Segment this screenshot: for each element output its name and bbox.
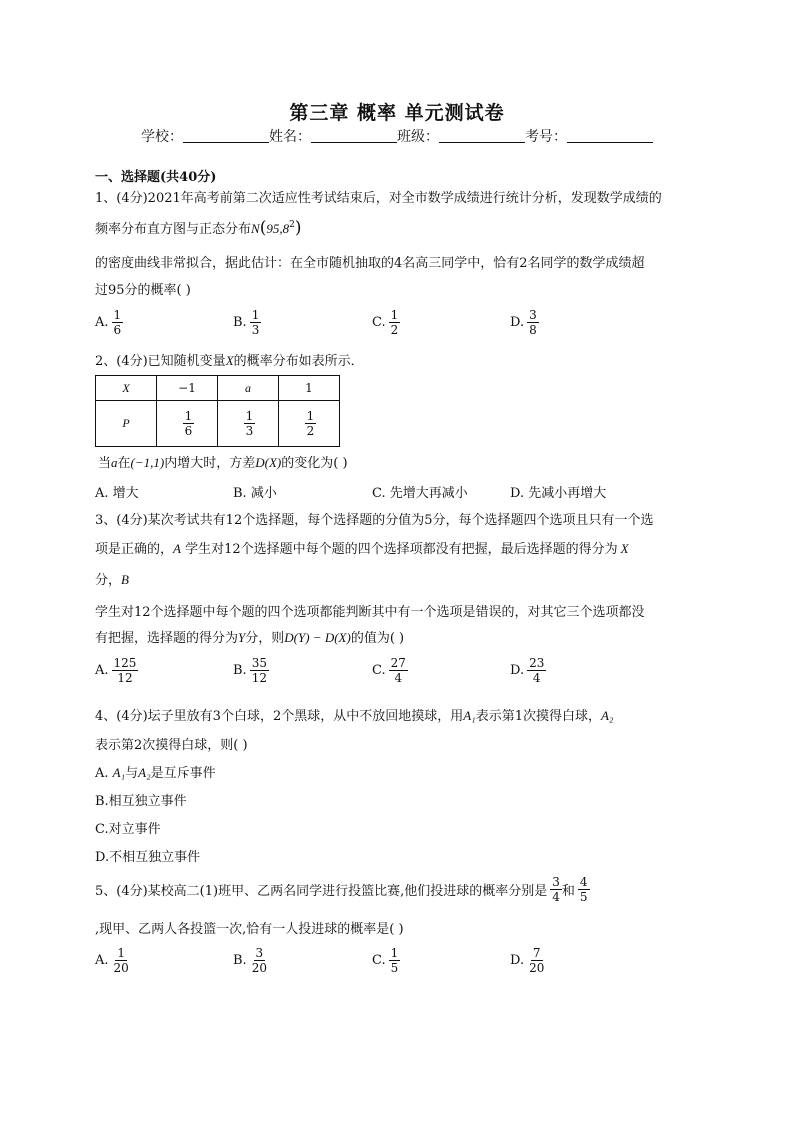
fraction-numerator: 35 [251,656,267,670]
fraction-denominator: 5 [390,961,399,975]
variance-expr: D(X) [255,455,282,470]
variance-difference: D(Y) − D(X) [284,630,351,645]
q1-option-d[interactable] [510,308,539,337]
normal-dist-exponent: 2 [289,220,295,230]
q2-text: 的变化为( ) [281,456,348,471]
fraction-denominator: 8 [529,323,537,337]
fraction-denominator: 4 [532,671,541,685]
q1-line3: 的密度曲线非常拟合，据此估计：在全市随机抽取的4名高三同学中，恰有2名同学的数学成绩超 [95,256,645,271]
fraction-numerator: 1 [390,308,399,322]
fraction-denominator: 12 [251,671,267,685]
class-blank[interactable] [439,128,525,143]
name-label: 姓名： [269,129,311,145]
student-info-line [0,126,794,146]
fraction-numerator: 23 [529,656,545,670]
event-a1: A₁ [112,765,126,780]
q1-line2: 频率分布直方图与正态分布N(95,8$^2$) [95,218,302,238]
q2-option-d[interactable]: D. 先减小再增大 [510,486,607,501]
q1-line4: 过95分的概率( ) [95,283,191,298]
option-label: B. [233,953,247,968]
q3-option-a[interactable] [95,656,138,685]
q3-text: 学生对12个选择题中每个题的四个选择项都没有把握，最后选择题的得分为 [180,542,618,557]
fraction-denominator: 20 [113,961,129,975]
fraction-denominator: 3 [245,424,254,438]
q3-option-b[interactable] [233,656,269,685]
q5-text: 和 [561,884,575,899]
student-a: A [173,541,181,556]
var-a: a [111,455,118,470]
fraction-denominator: 4 [552,890,560,904]
q3-line4: 学生对12个选择题中每个题的四个选项都能判断其中有一个选项是错误的，对其它三个选项都没 [95,605,645,620]
option-label: A. [95,766,109,781]
event-a1: A₁ [463,708,476,723]
school-label: 学校： [141,129,183,145]
fraction-numerator: 1 [184,409,193,423]
q3-text: 有把握，选择题的得分为 [95,631,239,646]
q3-text: 项是正确的， [95,542,174,557]
fraction-numerator: 1 [251,308,260,322]
page-title: 第三章 概率 单元测试卷 [289,102,505,124]
q2-text: 当 [98,456,112,471]
q3-line2 [95,538,629,557]
class-label: 班级： [397,129,439,145]
table-row [96,376,340,401]
fraction-denominator: 6 [184,424,193,438]
random-variable-x: X [225,353,234,368]
table-cell: −1 [157,376,218,401]
q4-option-c[interactable]: C.对立事件 [95,822,161,837]
normal-dist-symbol: N [251,221,260,236]
q4-line2: 表示第2次摸得白球，则( ) [95,738,248,753]
table-cell: X [96,376,157,401]
q3-line5 [95,627,404,646]
fraction-numerator: 1 [113,308,122,322]
q3-text: 的值为( ) [350,631,405,646]
option-label: D. [510,953,525,968]
q1-line1: 1、(4分)2021年高考前第二次适应性考试结束后，对全市数学成绩进行统计分析，发现数学成绩的 [95,191,662,206]
q5-option-b[interactable] [233,946,269,975]
option-label: A. [95,953,109,968]
q3-option-d[interactable] [510,656,546,685]
q1-option-c[interactable] [372,308,400,337]
fraction-numerator: 1 [117,946,125,960]
section-heading: 一、选择题(共40分) [95,170,217,185]
table-cell [279,401,340,447]
fraction-denominator: 12 [117,671,133,685]
fraction-numerator: 4 [579,875,588,889]
q3-text: 分， [95,573,122,588]
normal-dist-params: 95,8 [266,221,290,236]
q1-option-a[interactable] [95,308,123,337]
q2-text: 在 [117,456,131,471]
q4-option-d[interactable]: D.不相互独立事件 [95,850,201,865]
fraction-denominator: 3 [251,323,260,337]
option-label: B. [233,315,247,330]
option-label: D. [510,315,525,330]
q4-text: 是互斥事件 [150,766,216,781]
q3-option-c[interactable] [372,656,408,685]
school-blank[interactable] [183,128,269,143]
fraction-denominator: 20 [251,961,267,975]
fraction-denominator: 20 [529,961,545,975]
fraction-denominator: 6 [113,323,122,337]
q5-option-d[interactable] [510,946,546,975]
fraction-numerator: 1 [390,946,399,960]
q3-line3 [95,569,129,588]
fraction-numerator: 3 [529,308,537,322]
q2-option-b[interactable]: B. 减小 [233,486,277,501]
option-label: C. [372,315,386,330]
table-cell [157,401,218,447]
fraction-denominator: 4 [394,671,403,685]
fraction-numerator: 1 [306,409,315,423]
table-cell: P [96,401,157,447]
q2-text: 2、(4分)已知随机变量 [95,354,226,369]
fraction-numerator: 7 [532,946,541,960]
q4-text: 与 [125,766,139,781]
distribution-table [95,375,340,447]
number-blank[interactable] [567,128,653,143]
option-label: D. [510,663,525,678]
name-blank[interactable] [311,128,397,143]
fraction-denominator: 2 [390,323,399,337]
q4-option-b[interactable]: B.相互独立事件 [95,794,187,809]
q5-line2: ,现甲、乙两人各投篮一次,恰有一人投进球的概率是( ) [95,922,404,937]
q5-option-a[interactable] [95,946,131,975]
q1-line2-text: 频率分布直方图与正态分布 [95,222,252,237]
table-row [96,401,340,447]
q5-text: 5、(4分)某校高二(1)班甲、乙两名同学进行投篮比赛,他们投进球的概率分别是 [95,884,548,899]
fraction-numerator: 1 [245,409,254,423]
fraction-denominator: 2 [306,424,315,438]
option-label: C. [372,663,386,678]
table-cell: a [218,376,279,401]
q4-line1 [95,705,613,724]
q3-text: 分，则 [245,631,285,646]
option-label: C. [372,953,386,968]
event-a2: A₂ [600,708,614,723]
fraction-numerator: 125 [113,656,137,670]
fraction-numerator: 3 [255,946,264,960]
score-x: X [620,541,629,556]
q4-option-a[interactable] [95,762,216,781]
q2-option-c[interactable]: C. 先增大再减小 [372,486,468,501]
q1-option-b[interactable] [233,308,261,337]
table-cell [218,401,279,447]
option-label: B. [233,663,247,678]
score-y: Y [238,630,246,645]
q2-text-end: 的概率分布如表所示． [233,354,364,369]
q3-line1: 3、(4分)某次考试共有12个选择题，每个选择题的分值为5分，每个选择题四个选项且只有一个选 [95,513,654,528]
interval: (−1,1) [130,455,165,470]
q2-line2 [98,452,348,471]
number-label: 考号： [525,129,567,145]
q2-line1 [95,350,364,369]
option-label: A. [95,315,109,330]
q5-option-c[interactable] [372,946,400,975]
fraction-denominator: 5 [579,890,588,904]
fraction-numerator: 3 [552,875,560,889]
fraction-numerator: 27 [390,656,406,670]
q4-text: 表示第1次摸得白球， [475,709,601,724]
option-label: A. [95,663,109,678]
student-b: B [121,572,129,587]
q2-option-a[interactable]: A. 增大 [95,486,139,501]
q4-text: 4、(4分)坛子里放有3个白球，2个黑球，从中不放回地摸球，用 [95,709,464,724]
event-a2: A₂ [138,765,151,780]
q2-text: 内增大时，方差 [164,456,256,471]
q5-line1 [95,875,590,904]
table-cell: 1 [279,376,340,401]
